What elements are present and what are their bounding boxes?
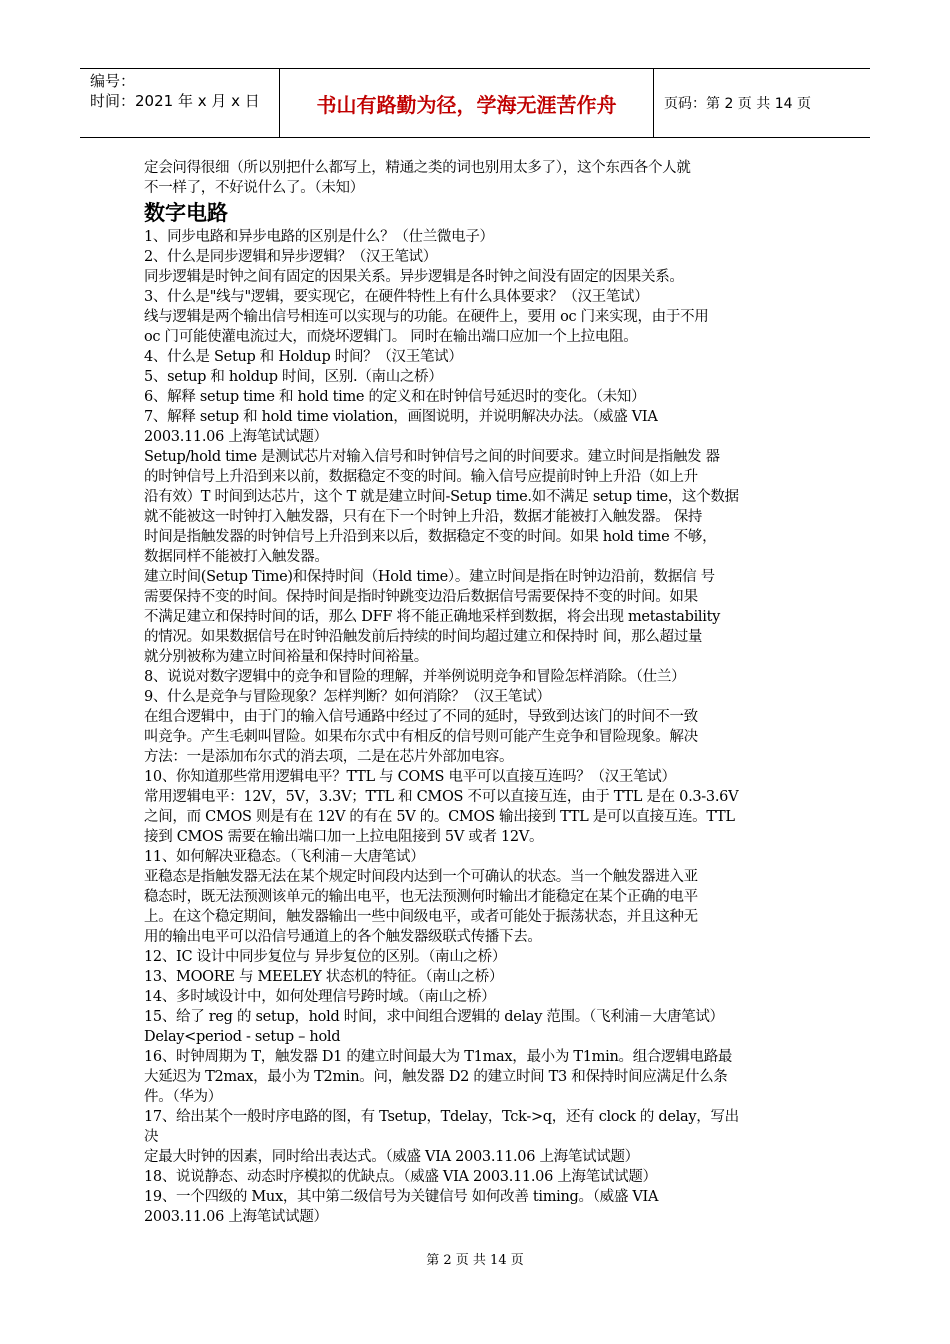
body-line: 稳态时，既无法预测该单元的输出电平，也无法预测何时输出才能稳定在某个正确的电平: [144, 889, 698, 905]
body-line: 大延迟为 T2max，最小为 T2min。问，触发器 D2 的建立时间 T3 和保持时间应满足什么条: [144, 1069, 728, 1085]
body-line: 2003.11.06 上海笔试试题）: [144, 1209, 328, 1225]
body-line: 线与逻辑是两个输出信号相连可以实现与的功能。在硬件上，要用 oc 门来实现，由于不用: [144, 309, 709, 325]
body-line: 定最大时钟的因素，同时给出表达式。（威盛 VIA 2003.11.06 上海笔试试题）: [144, 1149, 639, 1165]
body-line: 之间，而 CMOS 则是有在 12V 的有在 5V 的。CMOS 输出接到 TTL 是可以直接互连。TTL: [144, 809, 735, 825]
body-line: 需要保持不变的时间。保持时间是指时钟跳变边沿后数据信号需要保持不变的时间。如果: [144, 589, 698, 605]
body-line: 14、多时域设计中，如何处理信号跨时域。（南山之桥）: [144, 989, 496, 1005]
body-line: 18、说说静态、动态时序模拟的优缺点。（威盛 VIA 2003.11.06 上海笔试试题）: [144, 1169, 657, 1185]
body-line: 数据同样不能被打入触发器。: [144, 549, 329, 565]
body-line: 的情况。如果数据信号在时钟沿触发前后持续的时间均超过建立和保持时 间，那么超过量: [144, 629, 703, 645]
document-number-label: 编号：: [90, 72, 136, 90]
body-line: 2003.11.06 上海笔试试题）: [144, 429, 328, 445]
body-line: 件。（华为）: [144, 1089, 222, 1105]
body-line: 的时钟信号上升沿到来以前，数据稳定不变的时间。输入信号应提前时钟上升沿（如上升: [144, 469, 698, 485]
page-header: [80, 68, 870, 138]
intro-line: 不一样了，不好说什么了。（未知）: [144, 180, 364, 196]
body-line: 叫竞争。产生毛刺叫冒险。如果布尔式中有相反的信号则可能产生竞争和冒险现象。解决: [144, 729, 698, 745]
body-line: 3、什么是"线与"逻辑，要实现它，在硬件特性上有什么具体要求？（汉王笔试）: [144, 289, 649, 305]
page-footer: 第 2 页 共 14 页: [426, 1253, 524, 1268]
body-line: 时间是指触发器的时钟信号上升沿到来以后，数据稳定不变的时间。如果 hold time 不够，: [144, 529, 717, 545]
body-line: 上。在这个稳定期间，触发器输出一些中间级电平，或者可能处于振荡状态，并且这种无: [144, 909, 698, 925]
intro-line: 定会问得很细（所以别把什么都写上，精通之类的词也别用太多了），这个东西各个人就: [144, 160, 691, 176]
body-line: 1、同步电路和异步电路的区别是什么？（仕兰微电子）: [144, 229, 494, 245]
body-line: 9、什么是竞争与冒险现象？怎样判断？如何消除？（汉王笔试）: [144, 689, 551, 705]
document-body: [144, 158, 808, 1227]
header-meta: [80, 69, 280, 137]
body-line: 7、解释 setup 和 hold time violation，画图说明，并说明解决办法。（威盛 VIA: [144, 409, 658, 425]
body-line: 就不能被这一时钟打入触发器，只有在下一个时钟上升沿，数据才能被打入触发器。 保持: [144, 509, 703, 525]
body-line: 在组合逻辑中，由于门的输入信号通路中经过了不同的延时，导致到达该门的时间不一致: [144, 709, 698, 725]
body-line: 4、什么是 Setup 和 Holdup 时间？（汉王笔试）: [144, 349, 463, 365]
body-line: Delay<period - setup – hold: [144, 1029, 341, 1045]
body-line: 2、什么是同步逻辑和异步逻辑？（汉王笔试）: [144, 249, 437, 265]
body-line: Setup/hold time 是测试芯片对输入信号和时钟信号之间的时间要求。建立时间是指触发 器: [144, 449, 720, 465]
body-line: 5、setup 和 holdup 时间，区别.（南山之桥）: [144, 369, 443, 385]
body-line: 6、解释 setup time 和 hold time 的定义和在时钟信号延迟时的变化。（未知）: [144, 389, 646, 405]
body-line: 用的输出电平可以沿信号通道上的各个触发器级联式传播下去。: [144, 929, 542, 945]
body-line: 常用逻辑电平：12V，5V，3.3V；TTL 和 CMOS 不可以直接互连，由于 TTL 是在 0.3-3.6V: [144, 789, 739, 805]
body-line: 16、时钟周期为 T，触发器 D1 的建立时间最大为 T1max，最小为 T1min。组合逻辑电路最: [144, 1049, 733, 1065]
body-line: 沿有效）T 时间到达芯片，这个 T 就是建立时间-Setup time.如不满足 setup time，这个数据: [144, 489, 739, 505]
body-line: 10、你知道那些常用逻辑电平？TTL 与 COMS 电平可以直接互连吗？（汉王笔试）: [144, 769, 676, 785]
body-line: 8、说说对数字逻辑中的竞争和冒险的理解，并举例说明竞争和冒险怎样消除。（仕兰）: [144, 669, 686, 685]
body-line: 11、如何解决亚稳态。（飞利浦－大唐笔试）: [144, 849, 425, 865]
document-date-label: 时间：2021 年 x 月 x 日: [90, 92, 260, 110]
header-page-indicator: 页码：第 2 页 共 14 页: [664, 96, 811, 112]
body-line: 13、MOORE 与 MEELEY 状态机的特征。（南山之桥）: [144, 969, 504, 985]
header-motto: 书山有路勤为径，学海无涯苦作舟: [280, 69, 654, 137]
body-line: 决: [144, 1129, 159, 1145]
body-line: 同步逻辑是时钟之间有固定的因果关系。异步逻辑是各时钟之间没有固定的因果关系。: [144, 269, 684, 285]
body-line: 建立时间(Setup Time)和保持时间（Hold time）。建立时间是指在时钟边沿前，数据信 号: [144, 569, 715, 585]
body-text: [144, 227, 808, 1227]
body-line: 12、IC 设计中同步复位与 异步复位的区别。（南山之桥）: [144, 949, 507, 965]
body-line: 接到 CMOS 需要在输出端口加一上拉电阻接到 5V 或者 12V。: [144, 829, 544, 845]
section-title: 数字电路: [144, 201, 228, 225]
body-line: 15、给了 reg 的 setup，hold 时间，求中间组合逻辑的 delay 范围。（飞利浦－大唐笔试）: [144, 1009, 724, 1025]
body-line: 19、一个四级的 Mux，其中第二级信号为关键信号 如何改善 timing。（威盛 VIA: [144, 1189, 659, 1205]
body-line: 就分别被称为建立时间裕量和保持时间裕量。: [144, 649, 428, 665]
body-line: 17、给出某个一般时序电路的图，有 Tsetup，Tdelay，Tck->q，还有 clock 的 delay，写出: [144, 1109, 739, 1125]
body-line: oc 门可能使灌电流过大，而烧坏逻辑门。 同时在输出端口应加一个上拉电阻。: [144, 329, 638, 345]
body-line: 方法：一是添加布尔式的消去项，二是在芯片外部加电容。: [144, 749, 514, 765]
body-line: 不满足建立和保持时间的话，那么 DFF 将不能正确地采样到数据，将会出现 metastability: [144, 609, 721, 625]
body-line: 亚稳态是指触发器无法在某个规定时间段内达到一个可确认的状态。当一个触发器进入亚: [144, 869, 698, 885]
